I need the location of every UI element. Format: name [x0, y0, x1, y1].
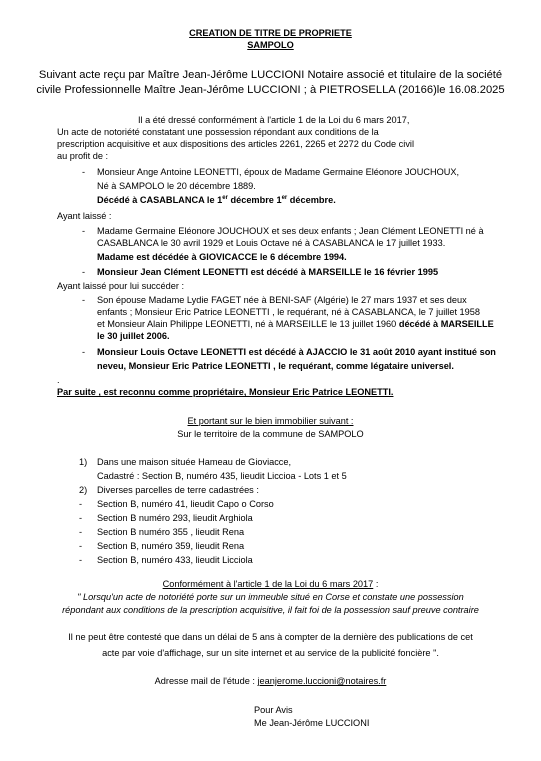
bullet-1-line-3: Décédé à CASABLANCA le 1er décembre 1er décembre.	[97, 194, 336, 205]
bullet-3-line-1: Monsieur Jean Clément LEONETTI est décédé à MARSEILLE le 16 février 1995	[97, 267, 439, 277]
bullet-dash: -	[82, 226, 86, 236]
item-2-line: Diverses parcelles de terre cadastrées :	[97, 485, 259, 495]
contact-line: Adresse mail de l'étude : jeanjerome.luccioni@notaires.fr	[154, 676, 387, 686]
parcel-item: Section B, numéro 41, lieudit Capo o Corso	[97, 499, 274, 509]
bullet-dash: -	[82, 295, 86, 305]
item-1-line-2: Cadastré : Section B, numéro 435, lieudit Liccioa - Lots 1 et 5	[97, 471, 347, 481]
ayant-laisse-label: Ayant laissé :	[57, 211, 112, 221]
item-1-line-1: Dans une maison située Hameau de Gioviacce,	[97, 457, 292, 467]
bullet-5-line-1: Monsieur Louis Octave LEONETTI est décédé à AJACCIO le 31 août 2010 ayant institué son	[97, 347, 496, 357]
bullet-dash: -	[82, 347, 86, 357]
bullet-2-line-2: CASABLANCA le 30 avril 1929 et Louis Octave né à CASABLANCA le 17 juillet 1933.	[97, 238, 446, 248]
document-title: CREATION DE TITRE DE PROPRIETE	[189, 28, 352, 38]
bullet-dash: -	[82, 267, 86, 277]
intro-line-2: civile Professionnelle Maître Jean-Jérôme LUCCIONI ; à PIETROSELLA (20166)le 16.08.2025	[36, 84, 505, 96]
bullet-dash: -	[79, 527, 83, 537]
bullet-1-line-2: Né à SAMPOLO le 20 décembre 1889.	[97, 181, 256, 191]
document-subtitle: SAMPOLO	[247, 40, 294, 50]
bullet-dash: -	[82, 167, 86, 177]
bullet-5-line-2: neveu, Monsieur Eric Patrice LEONETTI , le requérant, comme légataire universel.	[97, 361, 454, 371]
bullet-1-line-1: Monsieur Ange Antoine LEONETTI, époux de Madame Germaine Eléonore JOUCHOUX,	[97, 167, 460, 177]
bullet-2-line-3: Madame est décédée à GIOVICACCE le 6 décembre 1994.	[97, 252, 347, 262]
signature-name: Me Jean-Jérôme LUCCIONI	[254, 718, 370, 728]
intro-line-1: Suivant acte reçu par Maître Jean-Jérôme LUCCIONI Notaire associé et titulaire de la société	[38, 69, 503, 81]
signature-pour-avis: Pour Avis	[254, 705, 293, 715]
stray-dot: .	[57, 375, 60, 385]
parcel-item: Section B, numéro 359, lieudit Rena	[97, 541, 245, 551]
bullet-4-line-4: le 30 juillet 2006.	[97, 331, 170, 341]
law-quote-line-1: " Lorsqu'un acte de notoriété porte sur un immeuble situé en Corse et constate une possession	[77, 592, 464, 602]
succession-label: Ayant laissé pour lui succéder :	[57, 281, 184, 291]
parcel-item: Section B, numéro 433, lieudit Licciola	[97, 555, 253, 565]
bullet-4-line-2: enfants ; Monsieur Eric Patrice LEONETTI , le requérant, né à CASABLANCA, le 7 juillet 1958	[97, 307, 480, 317]
bullet-4-line-1: Son épouse Madame Lydie FAGET née à BENI-SAF (Algérie) le 27 mars 1937 et ses deux	[97, 295, 467, 305]
contest-line-2: acte par voie d'affichage, sur un site internet et au service de la publicité foncière ".	[102, 648, 439, 658]
paragraph-1-line-2: Un acte de notoriété constatant une possession répondant aux conditions de la	[57, 127, 379, 137]
law-quote-line-2: répondant aux conditions de la prescription acquisitive, il fait foi de la possession sauf preuve contraire	[62, 605, 479, 615]
parcel-item: Section B numéro 293, lieudit Arghiola	[97, 513, 253, 523]
property-commune: Sur le territoire de la commune de SAMPOLO	[177, 429, 364, 439]
property-heading: Et portant sur le bien immobilier suivant :	[187, 416, 354, 426]
item-number-2: 2)	[79, 485, 88, 495]
bullet-dash: -	[79, 555, 83, 565]
bullet-4-line-3: et Monsieur Alain Philippe LEONETTI, né à MARSEILLE le 13 juillet 1960 décédé à MARSEILLE	[97, 319, 494, 329]
item-number-1: 1)	[79, 457, 88, 467]
email-link[interactable]: jeanjerome.luccioni@notaires.fr	[257, 676, 387, 686]
bullet-dash: -	[79, 499, 83, 509]
paragraph-1-line-1: Il a été dressé conformément à l'article 1 de la Loi du 6 mars 2017,	[138, 115, 410, 125]
law-heading: Conformément à l'article 1 de la Loi du 6 mars 2017 :	[162, 579, 379, 589]
parcel-item: Section B numéro 355 , lieudit Rena	[97, 527, 245, 537]
bullet-2-line-1: Madame Germaine Eléonore JOUCHOUX et ses deux enfants ; Jean Clément LEONETTI né à	[97, 226, 484, 236]
paragraph-1-line-3: prescription acquisitive et aux dispositions des articles 2261, 2265 et 2272 du Code civil	[57, 139, 414, 149]
ownership-conclusion: Par suite , est reconnu comme propriétaire, Monsieur Eric Patrice LEONETTI.	[57, 387, 394, 397]
paragraph-1-line-4: au profit de :	[57, 151, 109, 161]
bullet-dash: -	[79, 513, 83, 523]
contest-line-1: Il ne peut être contesté que dans un délai de 5 ans à compter de la dernière des publications de cet	[68, 632, 473, 642]
bullet-dash: -	[79, 541, 83, 551]
